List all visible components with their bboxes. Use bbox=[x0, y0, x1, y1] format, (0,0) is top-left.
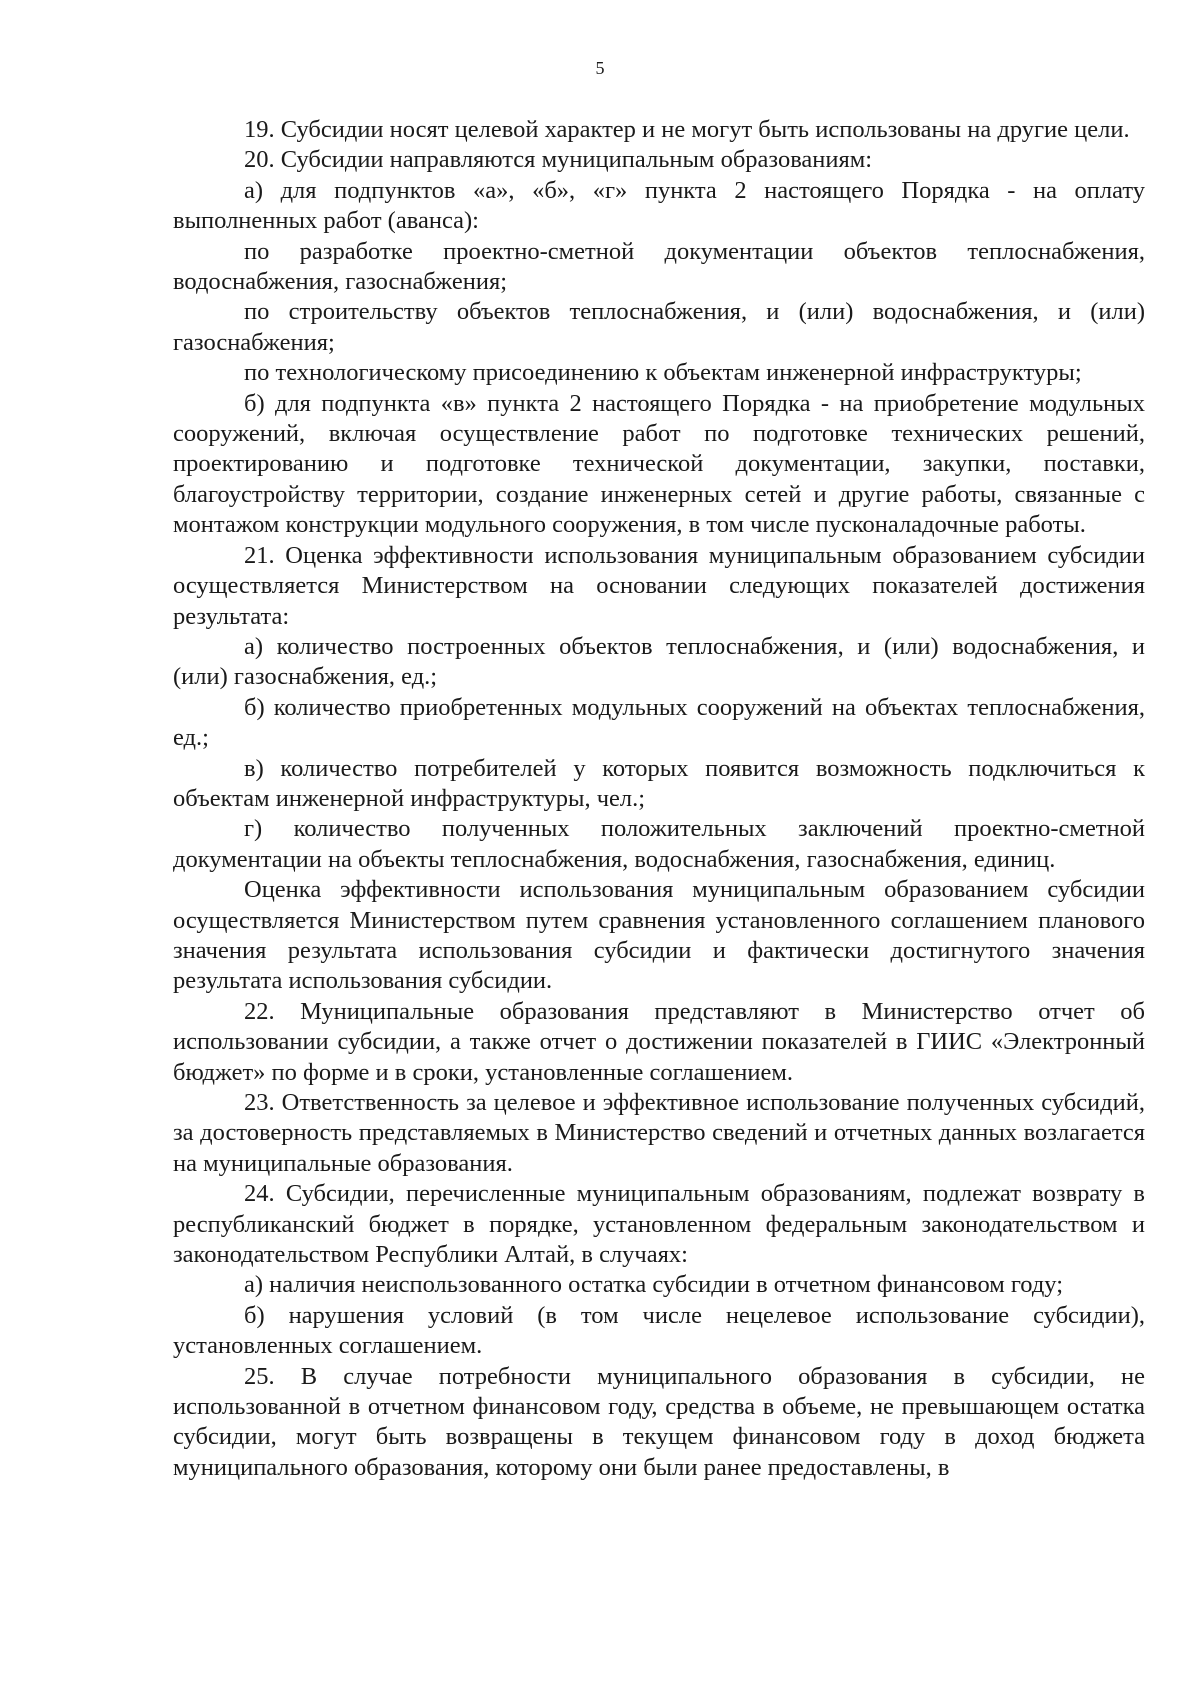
paragraph-24: 24. Субсидии, перечисленные муниципальным образованиям, подлежат возврату в республиканский бюджет в порядке, установленном федеральным законодательством и законодательством Республики Алтай, в случаях: bbox=[173, 1180, 1145, 1269]
paragraph-20-a-connection: по технологическому присоединению к объектам инженерной инфраструктуры; bbox=[244, 359, 1082, 387]
paragraph-23: 23. Ответственность за целевое и эффективное использование полученных субсидий, за достоверность представляемых в Министерство сведений и отчетных данных возлагается на муниципальные образования. bbox=[173, 1089, 1145, 1177]
paragraph-21-b: б) количество приобретенных модульных сооружений на объектах теплоснабжения, ед.; bbox=[173, 693, 1145, 752]
paragraph-20-a-construction: по строительству объектов теплоснабжения, и (или) водоснабжения, и (или) газоснабжения; bbox=[173, 298, 1145, 356]
paragraph-20-a: а) для подпунктов «а», «б», «г» пункта 2 настоящего Порядка - на оплату выполненных работ (аванса): bbox=[173, 176, 1145, 235]
paragraph-20: 20. Субсидии направляются муниципальным образованиям: bbox=[244, 146, 873, 174]
paragraph-22: 22. Муниципальные образования представляют в Министерство отчет об использовании субсидии, а также отчет о достижении показателей в ГИИС «Электронный бюджет» по форме и в сроки, установленные соглашением. bbox=[173, 997, 1145, 1086]
paragraph-21-a: а) количество построенных объектов теплоснабжения, и (или) водоснабжения, и (или) газоснабжения, ед.; bbox=[173, 632, 1145, 691]
paragraph-24-a: а) наличия неиспользованного остатка субсидии в отчетном финансовом году; bbox=[244, 1271, 1064, 1299]
paragraph-20-b: б) для подпункта «в» пункта 2 настоящего Порядка - на приобретение модульных сооружений, включая осуществление работ по подготовке технических решений, проектированию и подготовке технической документации, закупки, поставки, благоустройству территории, создание инженерных сетей и другие работы, связанные с монтажом конструкции модульного сооружения, в том числе пусконаладочные работы. bbox=[173, 389, 1145, 539]
paragraph-21-c: в) количество потребителей у которых появится возможность подключиться к объектам инженерной инфраструктуры, чел.; bbox=[173, 754, 1145, 812]
paragraph-20-a-design: по разработке проектно-сметной документации объектов теплоснабжения, водоснабжения, газоснабжения; bbox=[173, 237, 1145, 296]
paragraph-24-b: б) нарушения условий (в том числе нецелевое использование субсидии), установленных соглашением. bbox=[173, 1301, 1145, 1360]
document-body bbox=[173, 115, 1145, 1483]
paragraph-21: 21. Оценка эффективности использования муниципальным образованием субсидии осуществляется Министерством на основании следующих показателей достижения результата: bbox=[173, 541, 1145, 630]
paragraph-21-d: г) количество полученных положительных заключений проектно-сметной документации на объекты теплоснабжения, водоснабжения, газоснабжения, единиц. bbox=[173, 815, 1145, 873]
paragraph-21-evaluation: Оценка эффективности использования муниципальным образованием субсидии осуществляется Министерством путем сравнения установленного соглашением планового значения результата использования субсидии и фактически достигнутого значения результата использования субсидии. bbox=[173, 876, 1145, 995]
paragraph-25: 25. В случае потребности муниципального образования в субсидии, не использованной в отчетном финансовом году, средства в объеме, не превышающем остатка субсидии, могут быть возвращены в текущем финансовом году в доход бюджета муниципального образования, которому они были ранее предоставлены, в bbox=[173, 1362, 1145, 1481]
paragraph-19: 19. Субсидии носят целевой характер и не могут быть использованы на другие цели. bbox=[244, 116, 1130, 143]
page-number: 5 bbox=[595, 58, 605, 78]
